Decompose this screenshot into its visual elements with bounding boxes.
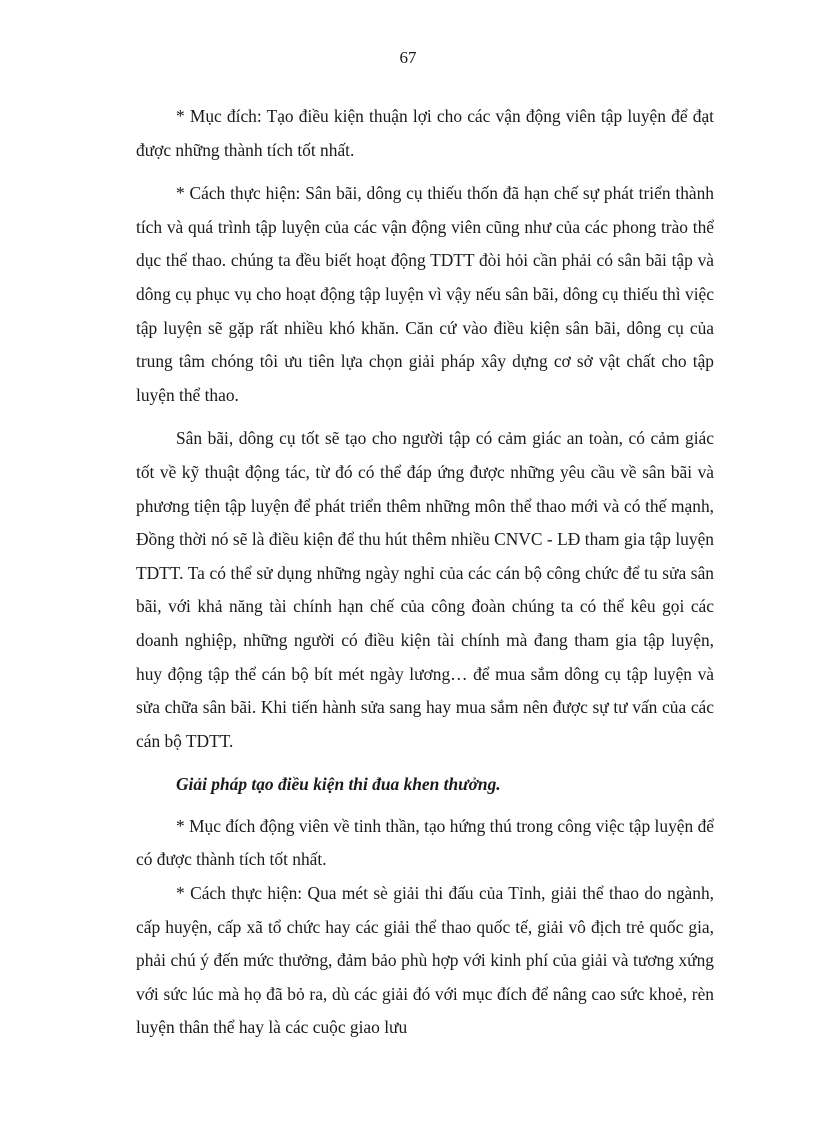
paragraph-purpose-1: * Mục đích: Tạo điều kiện thuận lợi cho các vận động viên tập luyện để đạt được những thành tích tốt nhất.: [136, 106, 714, 160]
section-heading: Giải pháp tạo điều kiện thi đua khen thưởng.: [176, 774, 501, 795]
page-number: 67: [399, 48, 417, 67]
paragraph-method-2: * Cách thực hiện: Qua mét sè giải thi đấu của Tỉnh, giải thể thao do ngành, cấp huyện, cấp xã tổ chức hay các giải thể thao quốc tế, giải vô địch trẻ quốc gia, phải chú ý đến mức thưởng, đảm bảo phù hợp với kinh phí của giải và tương xứng với sức lúc mà họ đã bỏ ra, dù các giải đó với mục đích để nâng cao sức khoẻ, rèn luyện thân thể hay là các cuộc giao lưu: [136, 883, 714, 1038]
paragraph-method-1: * Cách thực hiện: Sân bãi, dông cụ thiếu thốn đã hạn chế sự phát triển thành tích và quá trình tập luyện của các vận động viên cũng như của các phong trào thể dục thể thao. chúng ta đều biết hoạt động TDTT đòi hỏi cần phải có sân bãi tập và dông cụ phục vụ cho hoạt động tập luyện vì vậy nếu sân bãi, dông cụ thiếu thì việc tập luyện sẽ gặp rất nhiều khó khăn. Căn cứ vào điều kiện sân bãi, dông cụ của trung tâm chóng tôi ưu tiên lựa chọn giải pháp xây dựng cơ sở vật chất cho tập luyện thể thao.: [136, 183, 714, 405]
paragraph-purpose-2: * Mục đích động viên về tinh thần, tạo hứng thú trong công việc tập luyện để có được thành tích tốt nhất.: [136, 815, 714, 870]
paragraph-facilities: Sân bãi, dông cụ tốt sẽ tạo cho người tập có cảm giác an toàn, có cảm giác tốt về kỹ thuật động tác, từ đó có thể đáp ứng được những yêu cầu về sân bãi và phương tiện tập luyện để phát triển thêm những môn thể thao mới và có thế mạnh, Đồng thời nó sẽ là điều kiện để thu hút thêm nhiều CNVC - LĐ tham gia tập luyện TDTT. Ta có thể sử dụng những ngày nghỉ của các cán bộ công chức để tu sửa sân bãi, với khả năng tài chính hạn chế của công đoàn chúng ta có thể kêu gọi các doanh nghiệp, những người có điều kiện tài chính mà đang tham gia tập luyện, huy động tập thể cán bộ bít mét ngày lương… để mua sắm dông cụ tập luyện và sửa chữa sân bãi. Khi tiến hành sửa sang hay mua sắm nên được sự tư vấn của các cán bộ TDTT.: [136, 428, 714, 751]
document-body: [136, 100, 714, 1045]
